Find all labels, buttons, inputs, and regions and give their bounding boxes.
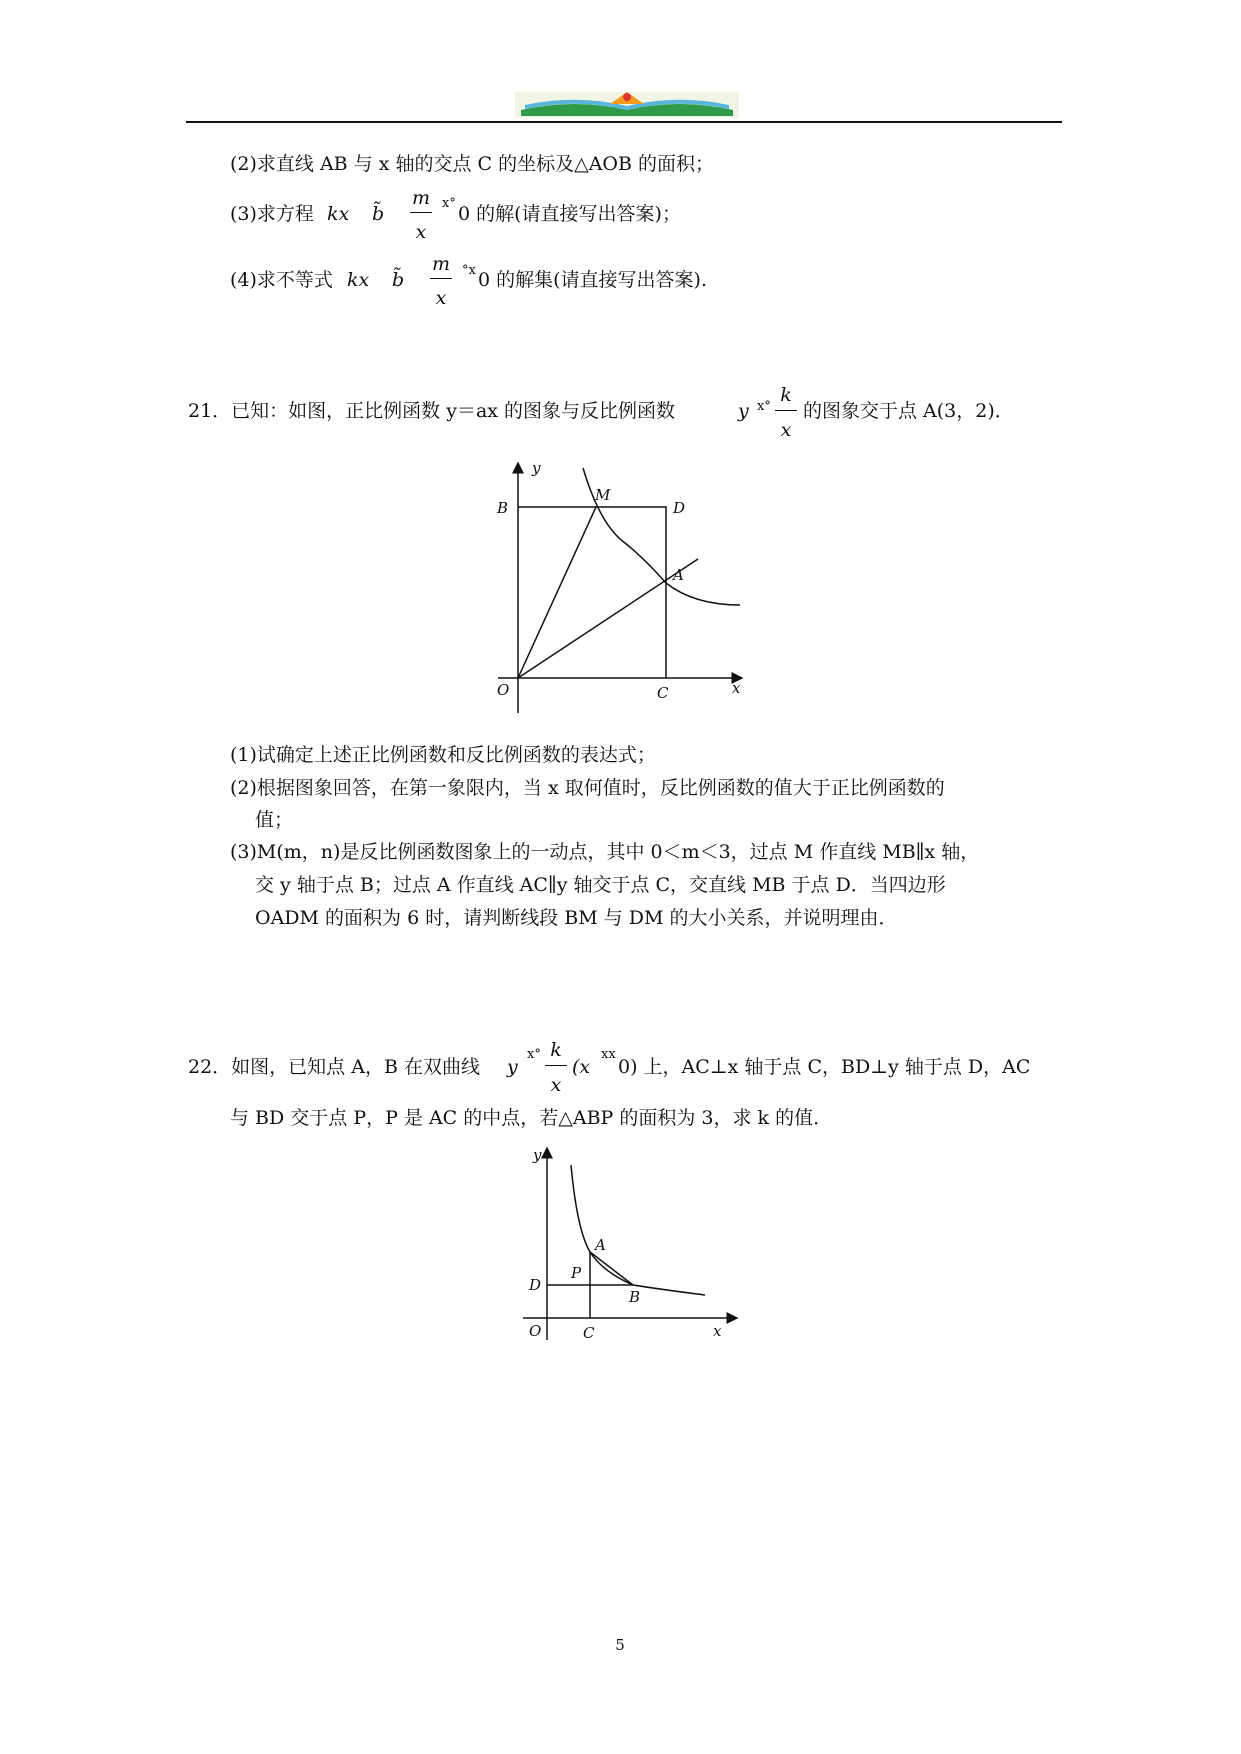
p22-label-o: O: [529, 1322, 542, 1340]
p21-numerator: k: [780, 384, 792, 406]
p21-fraction-bar: [775, 410, 797, 411]
p21-figure: [480, 455, 760, 715]
p21-intro-a: 21．已知：如图，正比例函数 y＝ax 的图象与反比例函数: [188, 400, 676, 422]
prev-q3-denominator: x: [415, 221, 427, 243]
p22-label-p: P: [571, 1264, 582, 1282]
p22-label-y: y: [533, 1146, 542, 1164]
p21-y: y: [738, 400, 749, 422]
p21-label-b: B: [497, 499, 509, 517]
p21-denominator: x: [780, 419, 792, 441]
p22-line2: 与 BD 交于点 P，P 是 AC 的中点，若△ABP 的面积为 3，求 k 的值．: [230, 1107, 833, 1129]
p22-line-ab: [590, 1252, 633, 1285]
p22-label-a: A: [595, 1236, 606, 1254]
p22-numerator: k: [550, 1039, 562, 1061]
p22-intro-a: 22．如图，已知点 A，B 在双曲线: [188, 1056, 480, 1078]
prev-q3-numerator: m: [411, 187, 431, 209]
prev-q4-symbol: °x: [462, 263, 476, 278]
p21-label-o: O: [497, 681, 510, 699]
p22-label-c: C: [583, 1324, 595, 1342]
p21-sub2-line2: 值；: [255, 809, 294, 831]
p21-label-x: x: [732, 679, 741, 697]
p22-symbol-2: xx: [601, 1047, 616, 1062]
p21-sub3-line3: OADM 的面积为 6 时，请判断线段 BM 与 DM 的大小关系，并说明理由．: [255, 907, 898, 929]
prev-q2: (2)求直线 AB 与 x 轴的交点 C 的坐标及△AOB 的面积；: [230, 153, 714, 175]
prev-q4-prefix: (4)求不等式: [230, 269, 333, 291]
prev-q4-b: b̃: [392, 269, 405, 291]
p21-rectangle-bd: [518, 507, 666, 678]
prev-q3-b: b̃: [372, 203, 385, 225]
prev-q4-fraction-bar: [430, 278, 452, 279]
prev-q3-prefix: (3)求方程: [230, 203, 314, 225]
prev-q4-suffix: 0 的解集(请直接写出答案).: [478, 269, 707, 291]
prev-q4-denominator: x: [435, 287, 447, 309]
p22-figure: [515, 1140, 745, 1350]
p22-label-d: D: [529, 1276, 542, 1294]
p22-y: y: [507, 1056, 518, 1078]
prev-q3-fraction-bar: [410, 212, 432, 213]
p21-sub2-line1: (2)根据图象回答，在第一象限内，当 x 取何值时，反比例函数的值大于正比例函数的: [230, 777, 945, 799]
prev-q4-numerator: m: [431, 253, 451, 275]
p21-label-y: y: [532, 459, 541, 477]
prev-q3-kx: kx: [327, 203, 350, 225]
p21-label-m: M: [595, 486, 611, 504]
p21-label-d: D: [673, 499, 686, 517]
p22-paren: (x: [572, 1056, 591, 1078]
prev-q3-symbol: x°: [442, 196, 456, 211]
page-number: 5: [615, 1636, 625, 1654]
prev-q4-kx: kx: [347, 269, 370, 291]
p22-paren-end: 0) 上，AC⊥x 轴于点 C，BD⊥y 轴于点 D，AC: [618, 1056, 1031, 1078]
p21-sub3-line1: (3)M(m，n)是反比例函数图象上的一动点，其中 0＜m＜3，过点 M 作直线 MB∥x 轴，: [230, 841, 980, 863]
p22-denominator: x: [550, 1074, 562, 1096]
p21-label-a: A: [673, 566, 684, 584]
p21-sub1: (1)试确定上述正比例函数和反比例函数的表达式；: [230, 744, 656, 766]
header-logo: [515, 88, 739, 120]
prev-q3-suffix: 0 的解(请直接写出答案)；: [458, 203, 681, 225]
p22-label-b: B: [629, 1288, 641, 1306]
p22-label-x: x: [713, 1322, 722, 1340]
p21-label-c: C: [657, 684, 669, 702]
p22-hyperbola: [571, 1165, 705, 1295]
p21-intro-b: 的图象交于点 A(3，2)．: [803, 400, 1014, 422]
header-rule: [186, 121, 1062, 123]
p21-symbol: x°: [757, 399, 771, 414]
p21-sub3-line2: 交 y 轴于点 B；过点 A 作直线 AC∥y 轴交于点 C，交直线 MB 于点 D．当四边形: [255, 874, 946, 896]
p22-fraction-bar: [545, 1065, 567, 1066]
p22-symbol: x°: [527, 1047, 541, 1062]
